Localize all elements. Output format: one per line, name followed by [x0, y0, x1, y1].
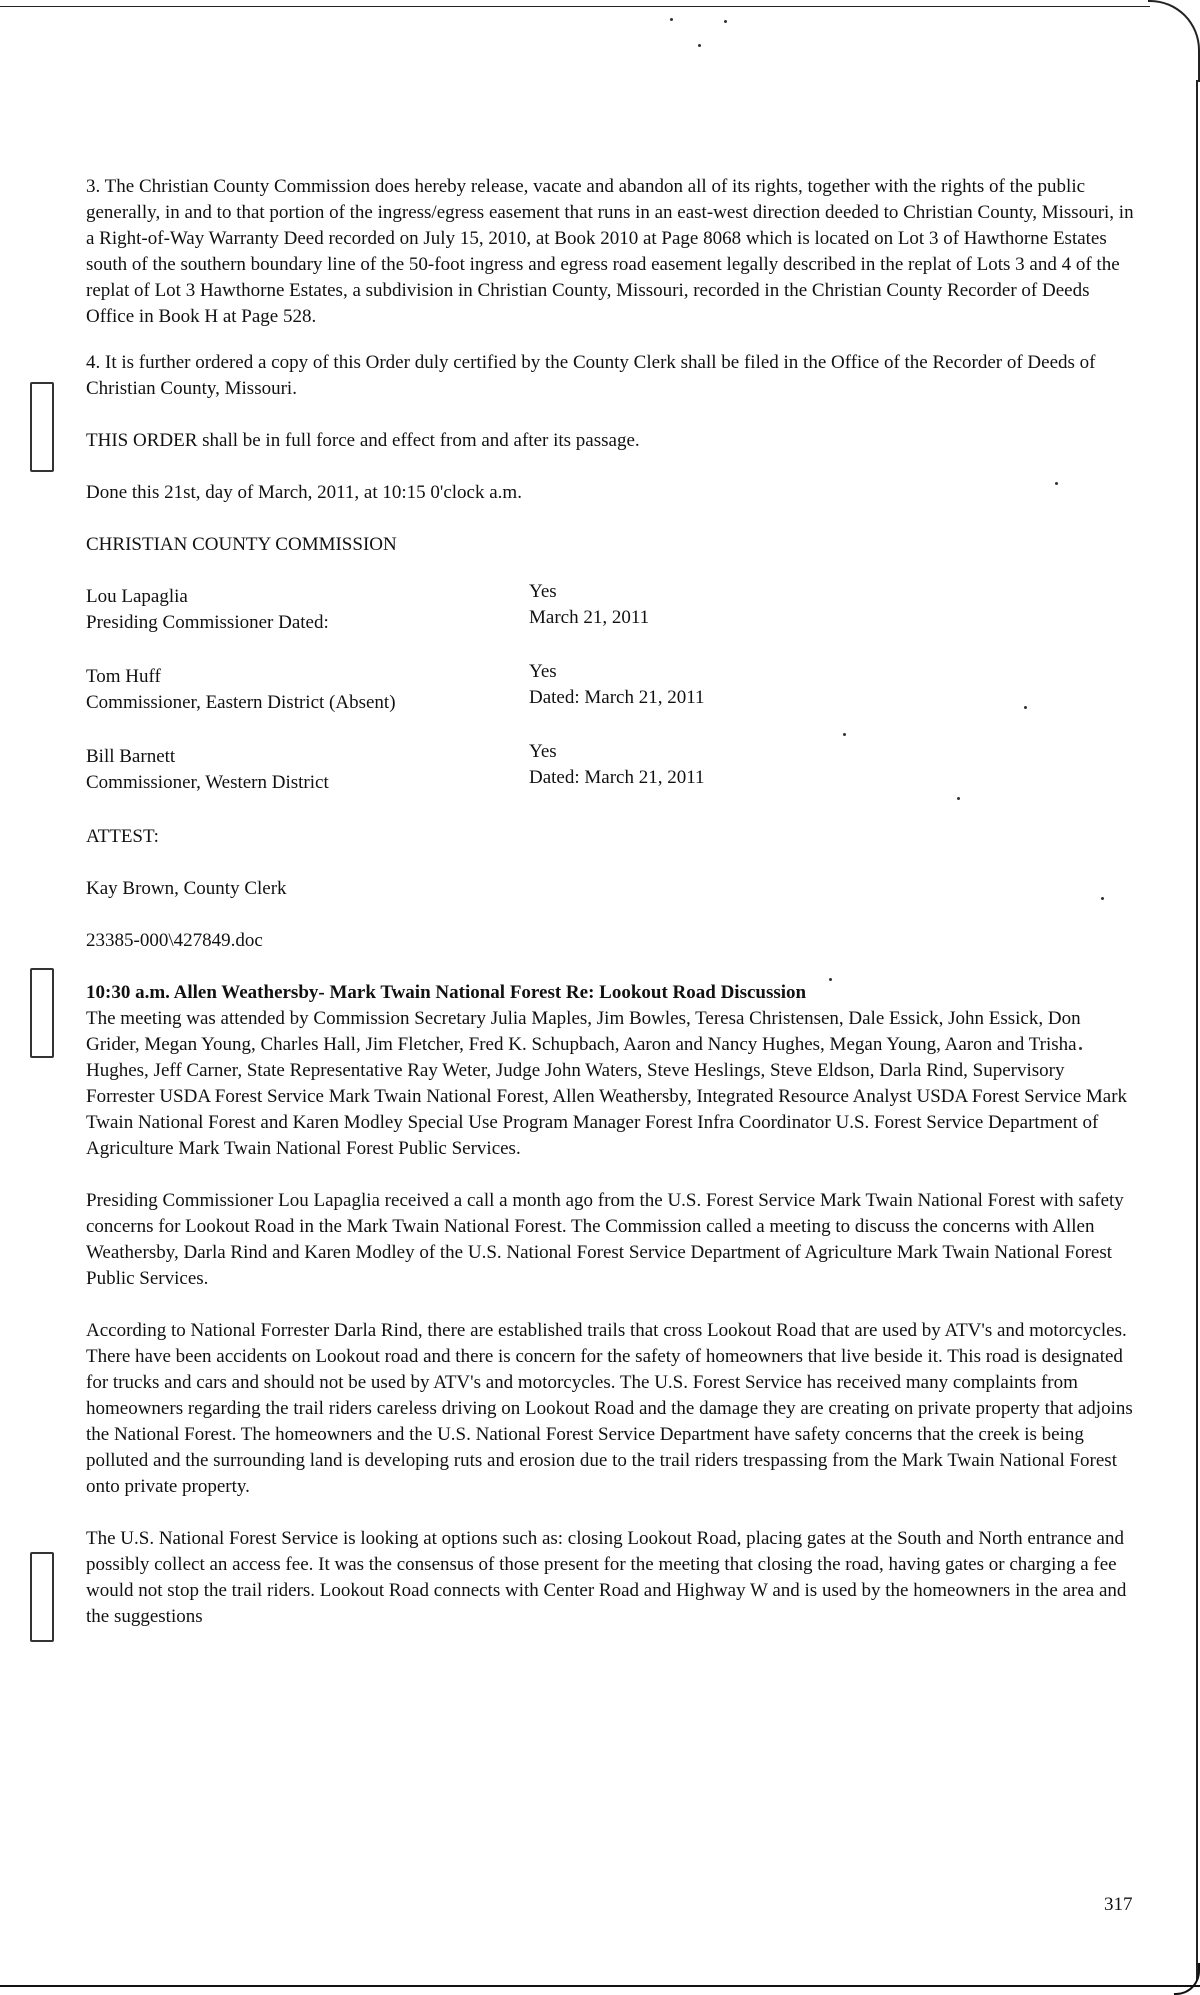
- page-corner-top-right: [1148, 0, 1200, 82]
- punch-hole-mark: [30, 1552, 54, 1642]
- page-border-bottom: [0, 1985, 1200, 1987]
- signatory-role: Commissioner, Western District: [86, 772, 329, 793]
- punch-hole-mark: [30, 968, 54, 1058]
- page-number: 317: [1104, 1894, 1133, 1915]
- page-border-right: [1196, 80, 1198, 1980]
- signatory-role: Presiding Commissioner Dated:: [86, 612, 329, 633]
- page-corner-bottom-right: [1174, 1963, 1200, 1995]
- attest-label: ATTEST:: [86, 826, 159, 847]
- signature-block: [86, 661, 1136, 716]
- scan-speck: [698, 44, 701, 47]
- meeting-attendance: The meeting was attended by Commission Secretary Julia Maples, Jim Bowles, Teresa Christensen, Dale Essick, John Essick, Don Grider, Megan Young, Charles Hall, Jim Fletcher, Fred K. Schupbach, Aaron and Nancy Hughes, Megan Young, Aaron and Trisha Hughes, Jeff Carner, State Representative Ray Weter, Judge John Waters, Steve Heslings, Steve Eldson, Darla Rind, Supervisory Forrester USDA Forest Service Mark Twain National Forest, Allen Weathersby, Integrated Resource Analyst USDA Forest Service Mark Twain National Forest and Karen Modley Special Use Program Manager Forest Infra Coordinator U.S. Forest Service Department of Agriculture Mark Twain National Forest Public Services.: [86, 1008, 1128, 1159]
- paragraph-trails: According to National Forrester Darla Rind, there are established trails that cross Lookout Road that are used by ATV's and motorcycles. There have been accidents on Lookout road and there is concern for the safety of homeowners that live beside it. This road is designated for trucks and cars and should not be used by ATV's and motorcycles. The U.S. Forest Service has received many complaints from homeowners regarding the trail riders careless driving on Lookout Road and the damage they are creating on private property that adjoins the National Forest. The homeowners and the U.S. National Forest Service Department have safety concerns that the creek is being polluted and the surrounding land is developing ruts and erosion due to the trail riders trespassing from the Mark Twain National Forest onto private property.: [86, 1320, 1133, 1497]
- signatory-name: Bill Barnett: [86, 746, 176, 767]
- document-reference: 23385-000\427849.doc: [86, 930, 263, 951]
- page-border-top: [0, 6, 1150, 7]
- signatory-date: Dated: March 21, 2011: [529, 687, 705, 708]
- signatory-name: Lou Lapaglia: [86, 586, 188, 607]
- scan-speck: [724, 20, 727, 23]
- done-statement: Done this 21st, day of March, 2011, at 10:15 0'clock a.m.: [86, 482, 522, 503]
- signature-block: [86, 741, 1136, 796]
- signatory-role: Commissioner, Eastern District (Absent): [86, 692, 396, 713]
- paragraph-options: The U.S. National Forest Service is looking at options such as: closing Lookout Road, placing gates at the South and North entrance and possibly collect an access fee. It was the consensus of those present for the meeting that closing the road, having gates or charging a fee would not stop the trail riders. Lookout Road connects with Center Road and Highway W and is used by the homeowners in the area and the suggestions: [86, 1528, 1127, 1627]
- signatory-date: March 21, 2011: [529, 607, 650, 628]
- signatory-vote: Yes: [529, 661, 557, 682]
- scan-speck: [670, 18, 673, 21]
- paragraph-4: 4. It is further ordered a copy of this Order duly certified by the County Clerk shall be filed in the Office of the Recorder of Deeds of Christian County, Missouri.: [86, 352, 1096, 399]
- signatory-date: Dated: March 21, 2011: [529, 767, 705, 788]
- signature-block: [86, 581, 1136, 636]
- document-body: [86, 174, 1136, 1630]
- county-clerk: Kay Brown, County Clerk: [86, 878, 287, 899]
- punch-hole-mark: [30, 382, 54, 472]
- commission-heading: CHRISTIAN COUNTY COMMISSION: [86, 534, 397, 555]
- paragraph-call: Presiding Commissioner Lou Lapaglia received a call a month ago from the U.S. Forest Service Mark Twain National Forest with safety concerns for Lookout Road in the Mark Twain National Forest. The Commission called a meeting to discuss the concerns with Allen Weathersby, Darla Rind and Karen Modley of the U.S. National Forest Service Department of Agriculture Mark Twain National Forest Public Services.: [86, 1190, 1124, 1289]
- signatory-vote: Yes: [529, 581, 557, 602]
- meeting-heading: 10:30 a.m. Allen Weathersby- Mark Twain National Forest Re: Lookout Road Discussion: [86, 982, 807, 1003]
- order-statement: THIS ORDER shall be in full force and effect from and after its passage.: [86, 430, 640, 451]
- signatory-name: Tom Huff: [86, 666, 161, 687]
- paragraph-3: 3. The Christian County Commission does hereby release, vacate and abandon all of its rights, together with the rights of the public generally, in and to that portion of the ingress/egress easement that runs in an east-west direction deeded to Christian County, Missouri, in a Right-of-Way Warranty Deed recorded on July 15, 2010, at Book 2010 at Page 8068 which is located on Lot 3 of Hawthorne Estates south of the southern boundary line of the 50-foot ingress and egress road easement legally described in the replat of Lots 3 and 4 of the replat of Lot 3 Hawthorne Estates, a subdivision in Christian County, Missouri, recorded in the Christian County Recorder of Deeds Office in Book H at Page 528.: [86, 176, 1134, 327]
- signatory-vote: Yes: [529, 741, 557, 762]
